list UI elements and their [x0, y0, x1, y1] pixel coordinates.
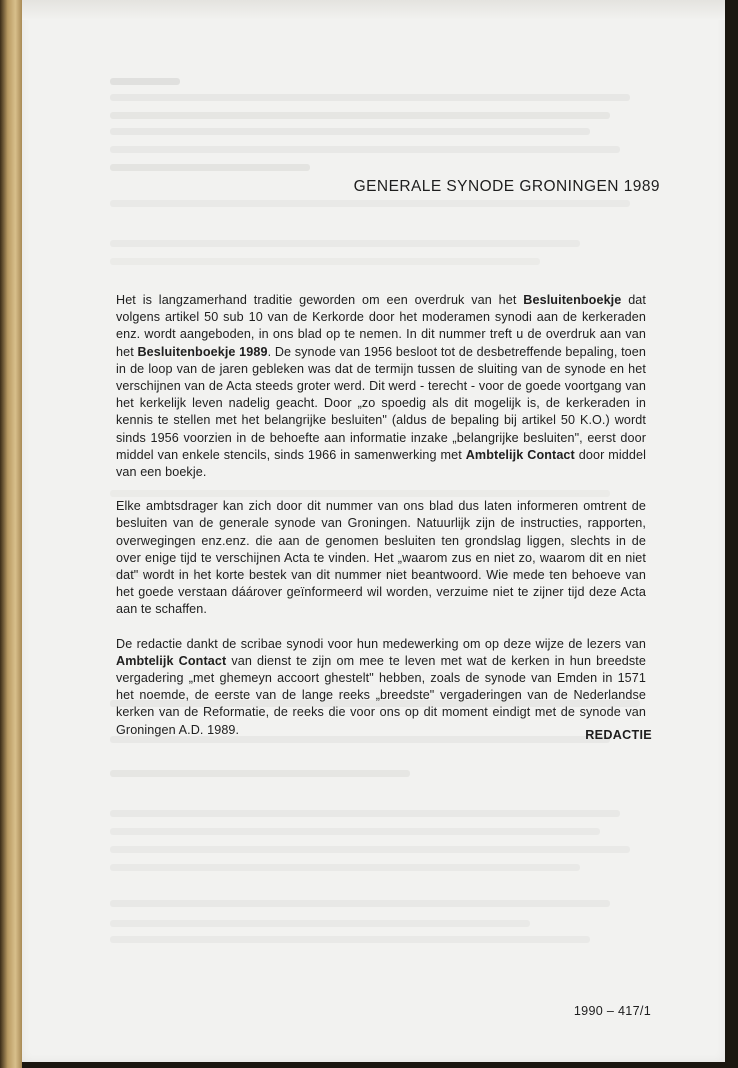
page-number: 1990 – 417/1	[573, 1004, 651, 1018]
paragraph-1	[116, 292, 646, 481]
text-run: door middel van een boekje.	[116, 447, 646, 480]
article-body	[116, 292, 646, 756]
signature: REDACTIE	[585, 728, 652, 742]
paragraph-3	[116, 636, 646, 739]
book-binding-edge	[0, 0, 22, 1068]
bold-term: Besluitenboekje 1989	[137, 344, 268, 359]
text-run: van dienst te zijn om mee te leven met wat de kerken in hun breedste vergadering „met ghemeyn accoort ghestelt" hebben, zoals de synode van Emden in 1571 het noemde, de eerste van de lange reeks „breedste" vergaderingen van de Nederlandse kerken van de Reformatie, de reeks die voor ons op dit moment eindigt met de synode van Groningen A.D. 1989.	[116, 653, 646, 737]
page-top-edge	[22, 0, 725, 20]
text-run: Het is langzamerhand traditie geworden om een overdruk van het	[116, 293, 524, 307]
paragraph-2	[116, 498, 646, 618]
bold-term: Ambtelijk Contact	[465, 447, 575, 462]
document-title: GENERALE SYNODE GRONINGEN 1989	[353, 178, 660, 195]
text-run: Elke ambtsdrager kan zich door dit nummer van ons blad dus laten informeren omtrent de besluiten van de generale synode van Groningen. Natuurlijk zijn de instructies, rapporten, overwegingen enz.enz. die aan de genomen besluiten ten grondslag liggen, slechts in de over enige tijd te verschijnen Acta te vinden. Het „waarom zus en niet zo, waarom dit en niet dat" wordt in het korte bestek van dit nummer niet beantwoord. Wie mede ten behoeve van het goede verstaan dáárover geïnformeerd wil worden, verzuime niet te zijner tijd deze Acta aan te schaffen.	[116, 499, 646, 617]
text-run: De redactie dankt de scribae synodi voor hun medewerking om op deze wijze de lezers van	[116, 636, 646, 651]
text-run: dat volgens artikel 50 sub 10 van de Kerkorde door het moderamen synodi aan de kerkeraden enz. wordt aangeboden, in ons blad op te nemen. In dit nummer treft u de overdruk aan van het	[116, 293, 647, 359]
bold-term: Besluitenboekje	[523, 293, 622, 307]
bold-term: Ambtelijk Contact	[116, 653, 227, 668]
text-run: . De synode van 1956 besloot tot de desbetreffende bepaling, toen in de loop van de jaren gebleken was dat de termijn tussen de sluiting van de synode en het verschijnen van de Acta steeds groter werd. Dit werd - terecht - voor de goede voortgang van het kerkelijk leven nadelig geacht. Door „zo spoedig als dit mogelijk is, de kerkeraden in kennis te stellen met het belangrijke besluiten" (aldus de bepaling bij artikel 50 K.O.) wordt sinds 1956 voorzien in de behoefte aan informatie inzake „belangrijke besluiten", eerst door middel van enkele stencils, sinds 1966 in samenwerking met	[116, 344, 646, 462]
